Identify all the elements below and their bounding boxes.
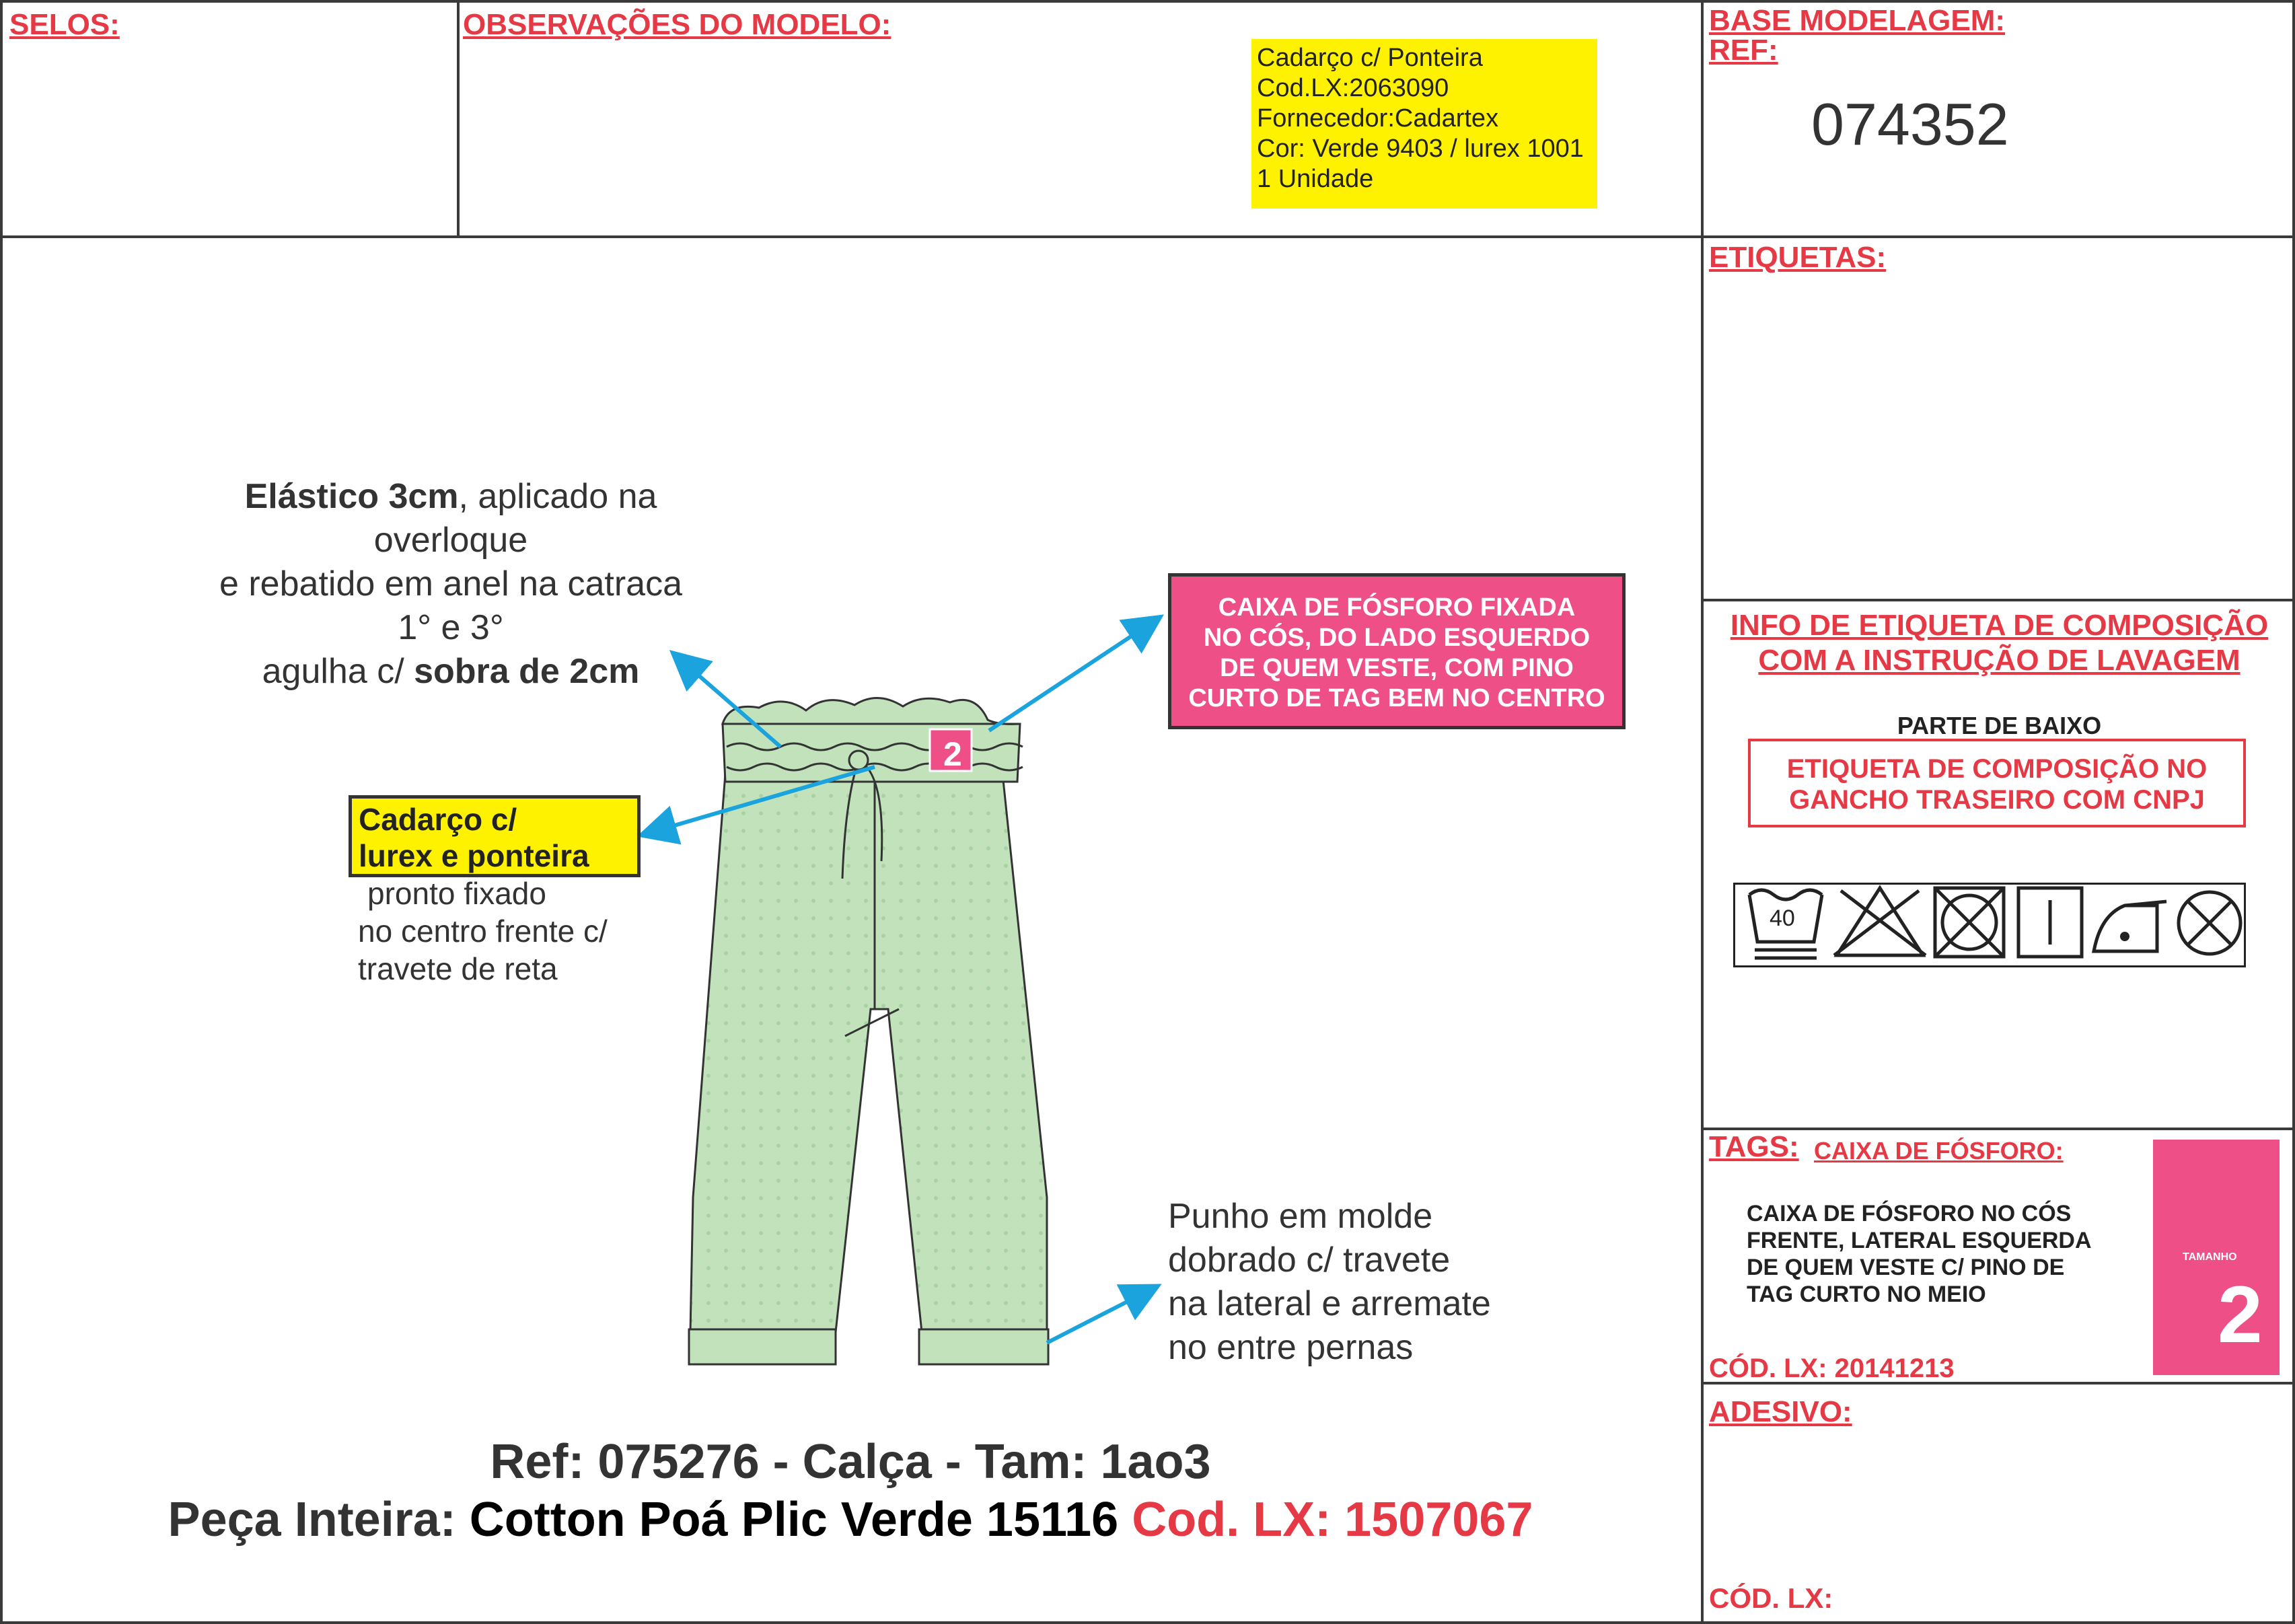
waistband-tag-size: 2 bbox=[943, 735, 962, 773]
ruffle bbox=[723, 698, 1020, 724]
caixa-callout-line: CURTO DE TAG BEM NO CENTRO bbox=[1188, 684, 1605, 712]
elastico-bold: sobra de 2cm bbox=[414, 652, 640, 691]
wash-temperature: 40 bbox=[1770, 906, 1795, 931]
cadarco-desc-line: no centro frente c/ bbox=[358, 914, 608, 949]
footer-ref: Ref: 075276 - Calça - Tam: 1ao3 bbox=[490, 1435, 1211, 1489]
footer-fabric-label: Peça Inteira: bbox=[168, 1493, 470, 1547]
cadarco-note-line: Cor: Verde 9403 / lurex 1001 bbox=[1257, 135, 1584, 163]
cadarco-desc-line: travete de reta bbox=[358, 951, 558, 986]
tag-info-line: DE QUEM VESTE C/ PINO DE bbox=[1747, 1255, 2065, 1280]
punho-annotation bbox=[1168, 1195, 1491, 1370]
cadarco-callout-line: Cadarço c/ bbox=[359, 802, 517, 837]
caixa-fosforo-callout bbox=[1168, 573, 1626, 729]
tag-info-line: CAIXA DE FÓSFORO NO CÓS bbox=[1747, 1201, 2072, 1226]
cadarco-callout bbox=[349, 795, 641, 877]
cadarco-note-line: Cadarço c/ Ponteira bbox=[1257, 44, 1483, 72]
elastico-text: , aplicado na overloque bbox=[373, 477, 657, 560]
elastico-text: agulha c/ bbox=[262, 652, 414, 691]
elastico-annotation bbox=[202, 475, 700, 694]
tag-info-line: FRENTE, LATERAL ESQUERDA bbox=[1747, 1228, 2092, 1253]
tag-info-line: TAG CURTO NO MEIO bbox=[1747, 1282, 1986, 1307]
left-cuff bbox=[689, 1329, 836, 1364]
base-ref-number: 074352 bbox=[1811, 91, 2009, 157]
elastico-line-3 bbox=[202, 650, 700, 694]
drawstring-knot bbox=[849, 751, 868, 770]
cadarco-desc-line: pronto fixado bbox=[367, 876, 546, 911]
cadarco-note-line: Fornecedor:Cadartex bbox=[1257, 104, 1499, 133]
punho-line: na lateral e arremate bbox=[1168, 1284, 1491, 1323]
parte-de-baixo: PARTE DE BAIXO bbox=[1897, 712, 2102, 739]
cadarco-note-line: 1 Unidade bbox=[1257, 165, 1374, 193]
tag-size-number: 2 bbox=[2218, 1269, 2263, 1360]
caixa-callout-line: CAIXA DE FÓSFORO FIXADA bbox=[1218, 593, 1576, 622]
punho-line: no entre pernas bbox=[1168, 1328, 1414, 1367]
punho-arrow bbox=[1047, 1288, 1155, 1343]
etiquetas-label: ETIQUETAS: bbox=[1709, 241, 1887, 274]
caixa-fosforo-label: CAIXA DE FÓSFORO: bbox=[1814, 1137, 2064, 1165]
punho-line: Punho em molde bbox=[1168, 1197, 1433, 1236]
observacoes-label: OBSERVAÇÕES DO MODELO: bbox=[463, 8, 891, 41]
tag-title: TAMANHO bbox=[2183, 1251, 2237, 1263]
footer-fabric-cod: Cod. LX: 1507067 bbox=[1132, 1493, 1533, 1547]
caixa-callout-line: DE QUEM VESTE, COM PINO bbox=[1220, 654, 1574, 682]
adesivo-label: ADESIVO: bbox=[1709, 1395, 1852, 1428]
footer-fabric bbox=[0, 1492, 1701, 1547]
tag-cod-lx: CÓD. LX: 20141213 bbox=[1709, 1354, 1955, 1383]
elastico-line-2: e rebatido em anel na catraca 1° e 3° bbox=[219, 564, 682, 647]
caixa-arrow bbox=[989, 619, 1157, 731]
cadarco-note-line: Cod.LX:2063090 bbox=[1257, 74, 1449, 102]
info-etiqueta-line-1: INFO DE ETIQUETA DE COMPOSIÇÃO bbox=[1730, 609, 2269, 642]
footer-fabric-name: Cotton Poá Plic Verde 15116 bbox=[469, 1493, 1132, 1547]
selos-label: SELOS: bbox=[9, 8, 120, 41]
right-cuff bbox=[919, 1329, 1048, 1364]
ref-label: REF: bbox=[1709, 34, 1778, 67]
punho-line: dobrado c/ travete bbox=[1168, 1241, 1451, 1280]
cadarco-description bbox=[358, 875, 608, 988]
elastico-line-1 bbox=[202, 475, 700, 562]
composicao-label-line: ETIQUETA DE COMPOSIÇÃO NO bbox=[1786, 754, 2208, 784]
cadarco-callout-line: lurex e ponteira bbox=[359, 838, 589, 873]
elastico-bold: Elástico 3cm bbox=[244, 477, 459, 516]
base-modelagem-label: BASE MODELAGEM: bbox=[1709, 4, 2005, 37]
tags-label: TAGS: bbox=[1709, 1130, 1799, 1163]
composicao-label-line: GANCHO TRASEIRO COM CNPJ bbox=[1789, 785, 2205, 815]
caixa-callout-line: NO CÓS, DO LADO ESQUERDO bbox=[1203, 624, 1591, 652]
adesivo-cod-lx: CÓD. LX: bbox=[1709, 1582, 1833, 1614]
info-etiqueta-line-2: COM A INSTRUÇÃO DE LAVAGEM bbox=[1758, 644, 2241, 677]
pants-body bbox=[690, 774, 1047, 1332]
